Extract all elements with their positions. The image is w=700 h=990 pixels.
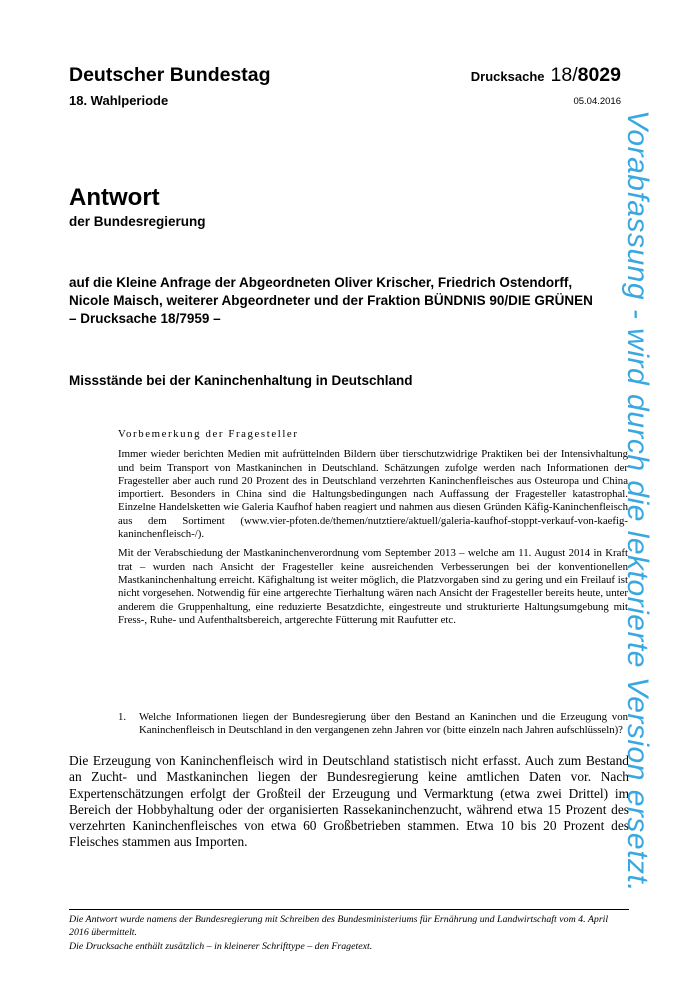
preliminary-title: Vorbemerkung der Fragesteller xyxy=(118,428,299,440)
drucksache-prefix: 18/ xyxy=(550,64,578,86)
preliminary-paragraph: Immer wieder berichten Medien mit aufrüttelnden Bildern über tierschutzwidrige Praktiken bei der Intensivhaltung und beim Transport von Mastkaninchen in Deutschland. Schätzungen zufolge werden nach Informationen der Fragesteller aber auch rund 20 Prozent des in Deutschland verzehrten Kaninchenfleisches aus Osteuropa und China importiert. Besonders in China sind die Haltungsbedingungen nach Auffassung der Fragesteller katastrophal. Einzelne Handelsketten wie Galeria Kaufhof haben reagiert und nahmen aus diesen Gründen Käfig-Kaninchenfleisch aus dem Sortiment (www.vier-pfoten.de/themen/nutztiere/aktuell/galeria-kaufhof-stoppt-verkauf-von-kaefig-kaninchenfleisch-/). xyxy=(118,448,628,541)
institution-name: Deutscher Bundestag xyxy=(69,64,271,86)
inquiry-line: – Drucksache 18/7959 – xyxy=(69,311,221,326)
preliminary-remark xyxy=(118,428,628,633)
draft-watermark: Vorabfassung - wird durch die lektorierte Version ersetzt. xyxy=(621,110,654,893)
inquiry-reference xyxy=(69,274,629,328)
inquiry-line: Nicole Maisch, weiterer Abgeordneter und der Fraktion BÜNDNIS 90/DIE GRÜNEN xyxy=(69,293,593,308)
legislative-period: 18. Wahlperiode xyxy=(69,93,169,108)
answer-text: Die Erzeugung von Kaninchenfleisch wird in Deutschland statistisch nicht erfasst. Auch zum Bestand an Zucht- und Mastkaninchen liegen der Bundesregierung keine amtlichen Daten vor. Nach Expertenschätzungen erfolgt der Großteil der Erzeugung und Vermarktung (etwa zwei Drittel) im Bereich der Hobbyhaltung oder der organisierten Rassekaninchenzucht, während etwa 15 Prozent des verzehrten Kaninchenfleisches von etwa 60 Großbetrieben stammen. Etwa 10 bis 20 Prozent des Fleisches stammen aus Importen. xyxy=(69,753,629,850)
inquiry-line: auf die Kleine Anfrage der Abgeordneten Oliver Krischer, Friedrich Ostendorff, xyxy=(69,275,573,290)
question-item xyxy=(118,711,628,738)
drucksache-label: Drucksache xyxy=(470,69,545,84)
question-text: Welche Informationen liegen der Bundesregierung über den Bestand an Kaninchen und die Erzeugung von Kaninchenfleisch in Deutschland in den vergangenen zehn Jahren vor (bitte einzeln nach Jahren aufschlüsseln)? xyxy=(139,711,628,737)
footer-divider xyxy=(69,909,629,910)
footnote-line: Die Drucksache enthält zusätzlich – in kleinerer Schrifttype – den Fragetext. xyxy=(69,941,373,952)
document-subject: Missstände bei der Kaninchenhaltung in Deutschland xyxy=(69,373,413,388)
question-number: 1. xyxy=(118,711,127,723)
document-type: Antwort xyxy=(69,184,160,211)
drucksache-number xyxy=(471,64,621,87)
footnote xyxy=(69,914,629,956)
drucksache-id: 8029 xyxy=(577,64,621,86)
document-author: der Bundesregierung xyxy=(69,214,206,229)
footnote-line: Die Antwort wurde namens der Bundesregierung mit Schreiben des Bundesministeriums für Ernährung und Landwirtschaft vom 4. April 2016 übermittelt. xyxy=(69,914,609,938)
document-date: 05.04.2016 xyxy=(573,96,621,107)
preliminary-paragraph: Mit der Verabschiedung der Mastkaninchenverordnung vom September 2013 – welche am 11. August 2014 in Kraft trat – wurden nach Ansicht der Fragesteller keine ausreichenden Verbesserungen bei der konventionellen Mastkaninchenhaltung erreicht. Käfighaltung ist weiter möglich, die Platzvorgaben sind zu gering und ein Freilauf ist nicht vorgesehen. Notwendig für eine artgerechte Tierhaltung wären nach Ansicht der Fragesteller bereits heute, unter anderem die Gruppenhaltung, eine reduzierte Besatzdichte, eingestreute und strukturierte Haltungsumgebung mit Fress-, Ruhe- und Aufenthaltsbereich, artgerechte Fütterung mit Raufutter etc. xyxy=(118,547,628,626)
